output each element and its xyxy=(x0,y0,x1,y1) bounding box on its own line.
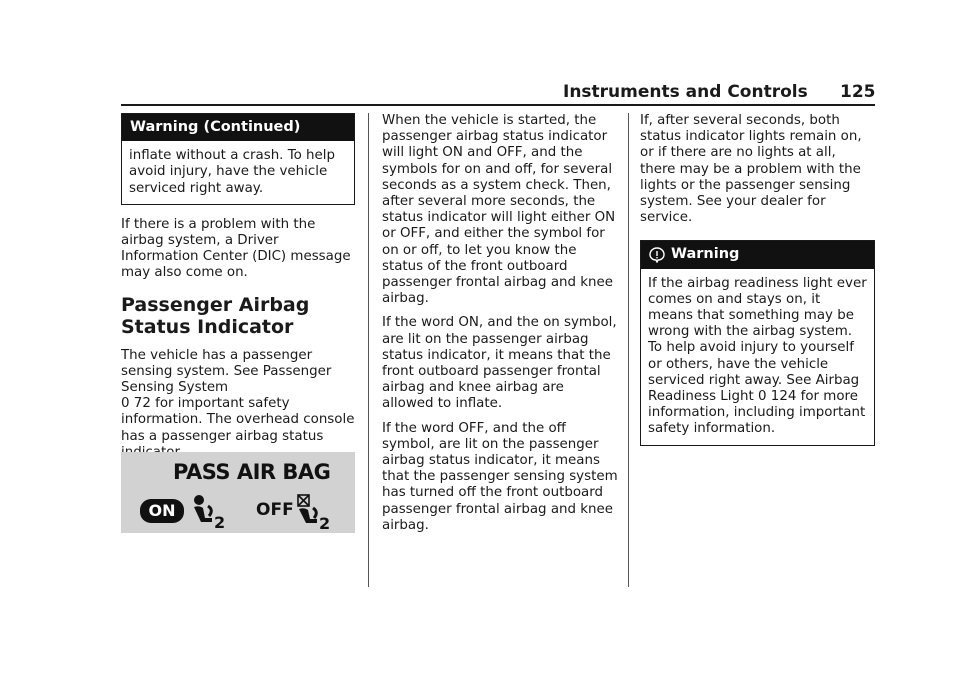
system-check-paragraph: When the vehicle is started, the passenger airbag status indicator will light ON and OFF, and the symbols for on and off, for several seconds as a system check. Then, after several more seconds, the status indicator will light either ON or OFF, and either the symbol for on or off, to let you know the status of the front outboard passenger frontal airbag and knee airbag. xyxy=(382,113,616,307)
column-divider xyxy=(628,113,629,587)
page-number: 125 xyxy=(840,82,876,102)
warning-icon xyxy=(649,247,665,263)
column-2 xyxy=(382,113,618,542)
intro-paragraph xyxy=(121,348,355,461)
intro-text-continued: for important safety information. The overhead console has a passenger airbag status xyxy=(121,396,355,444)
column-divider xyxy=(368,113,369,587)
passenger-airbag-off-icon xyxy=(293,494,333,530)
page-ref-symbol: 0 xyxy=(121,396,130,412)
page-ref-number[interactable]: 72 xyxy=(133,396,151,412)
page-header-title: Instruments and Controls xyxy=(563,82,808,102)
page-ref-symbol: 0 xyxy=(758,389,767,405)
column-1 xyxy=(121,113,355,469)
header-rule xyxy=(121,104,875,106)
passenger-airbag-on-icon xyxy=(188,494,228,530)
intro-text: The vehicle has a passenger sensing system. See Passenger Sensing System xyxy=(121,347,332,396)
passenger-airbag-indicator-illustration xyxy=(121,452,355,533)
both-lights-paragraph: If, after several seconds, both status indicator lights remain on, or if there are no lights at all, there may be a problem with the lights or the passenger sensing system. See your dealer for service. xyxy=(640,113,862,226)
section-heading-line1: Passenger Airbag xyxy=(121,293,310,316)
on-status-paragraph: If the word ON, and the on symbol, are lit on the passenger airbag status indicator, it means that the front outboard passenger frontal airbag and knee airbag are allowed to inflate. xyxy=(382,315,617,412)
warning-continued-title: Warning (Continued) xyxy=(122,114,354,141)
seat-number-on: 2 xyxy=(214,513,226,530)
warning-text xyxy=(641,269,874,445)
seat-number-off: 2 xyxy=(319,514,331,530)
page-ref-number[interactable]: 124 xyxy=(770,389,797,405)
warning-box xyxy=(640,240,875,445)
warning-continued-box xyxy=(121,113,355,205)
indicator-off-label: OFF xyxy=(256,500,294,520)
indicator-on-badge: ON xyxy=(140,499,184,523)
section-heading-line2: Status Indicator xyxy=(121,315,294,338)
warning-title: Warning xyxy=(671,246,740,263)
column-3 xyxy=(640,113,875,458)
warning-text-continued: for more information, including important safety information. xyxy=(648,389,866,437)
warning-continued-text: inflate without a crash. To help avoid injury, have the vehicle serviced right away. xyxy=(129,148,335,196)
indicator-title: PASS AIR BAG xyxy=(173,460,331,484)
off-status-paragraph: If the word OFF, and the off symbol, are lit on the passenger airbag status indicator, it means that the passenger sensing system has turned off the front outboard passenger frontal airbag and knee airbag. xyxy=(382,420,618,533)
warning-header xyxy=(641,241,874,268)
section-heading xyxy=(121,294,355,338)
warning-text-main: If the airbag readiness light ever comes on and stays on, it means that something may be wrong with the airbag system. To help avoid injury to yourself or others, have the vehicle serviced right away. See Airbag Readiness Light xyxy=(648,275,867,405)
dic-paragraph: If there is a problem with the airbag system, a Driver Information Center (DIC) message may also come on. xyxy=(121,216,351,281)
